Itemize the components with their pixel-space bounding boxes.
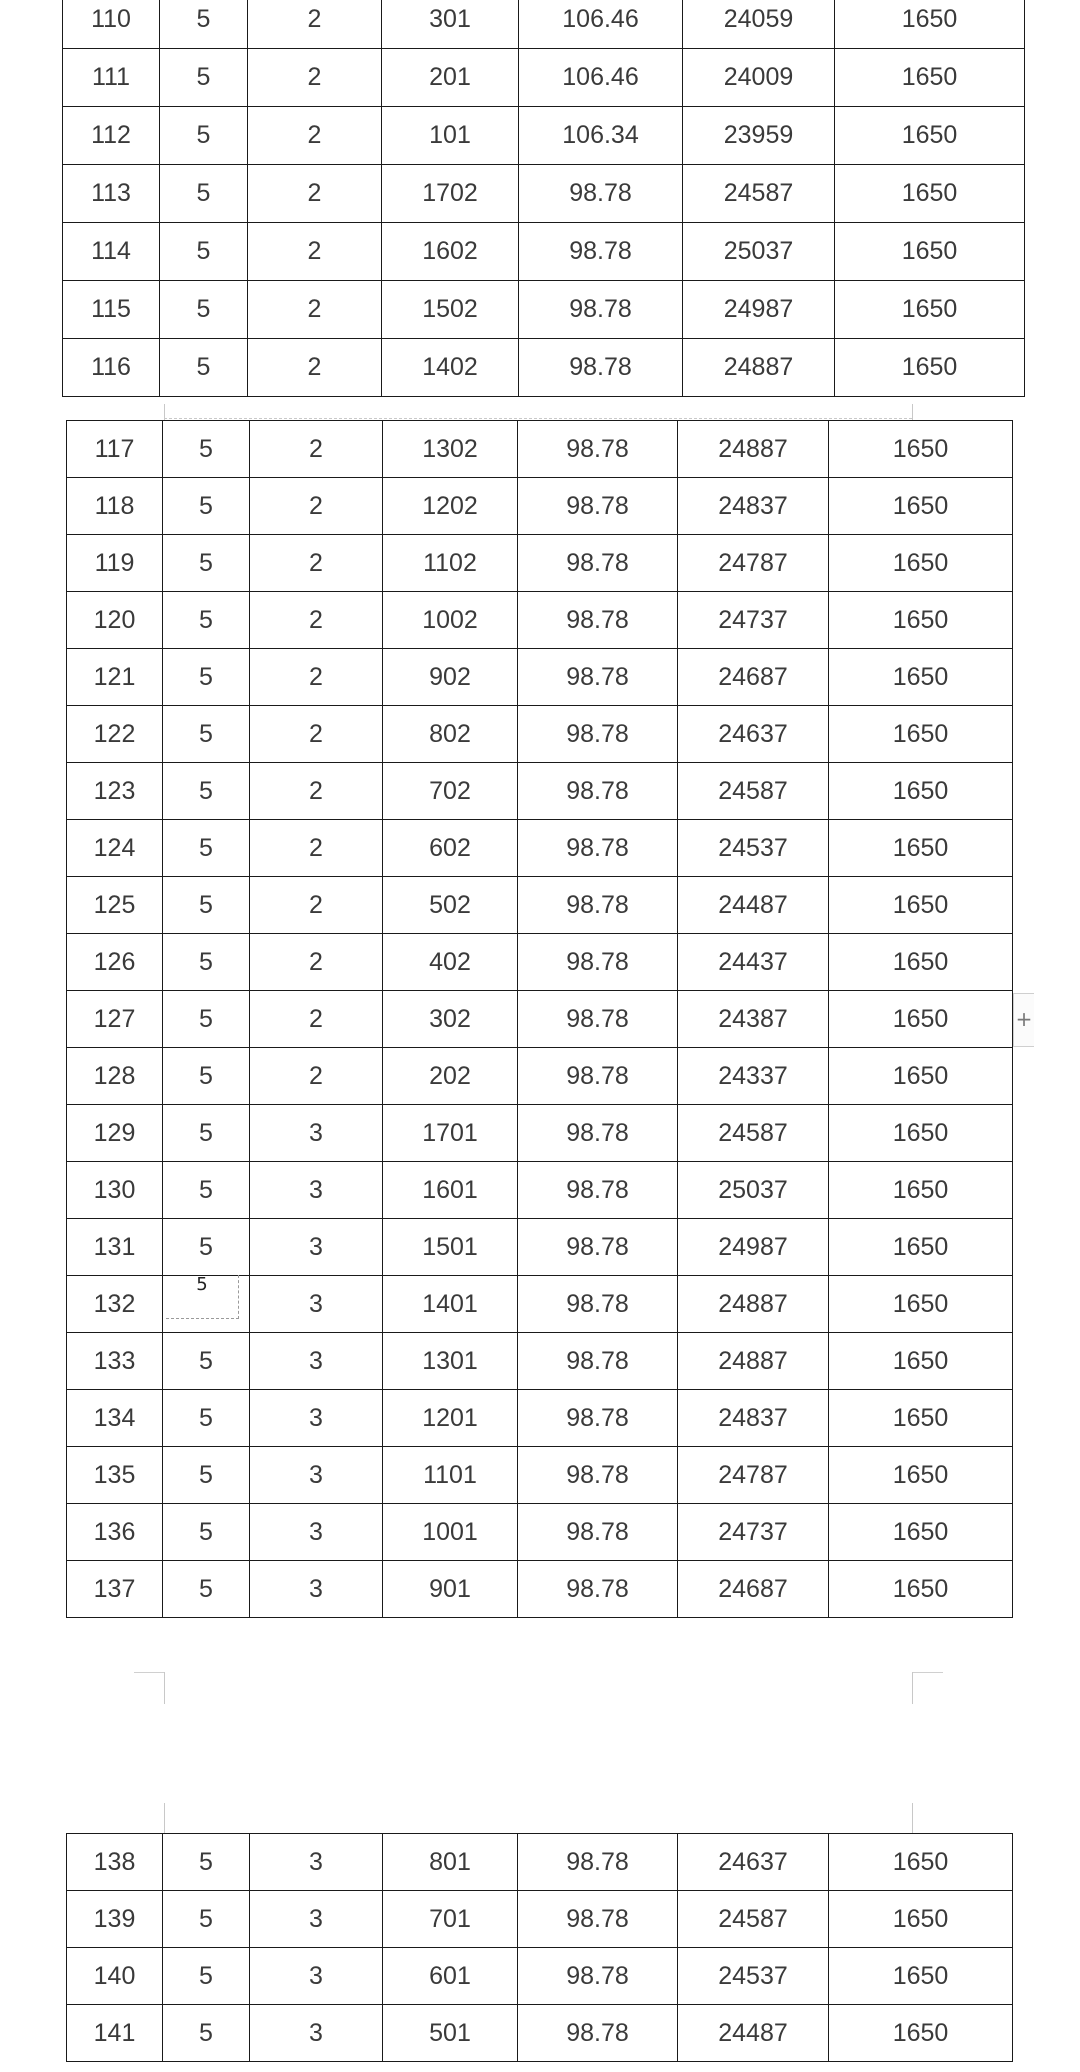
table-cell[interactable]: 98.78 bbox=[518, 820, 678, 877]
table-cell[interactable]: 1701 bbox=[383, 1105, 518, 1162]
add-row-button[interactable] bbox=[1013, 993, 1034, 1047]
table-cell[interactable]: 1101 bbox=[383, 1447, 518, 1504]
table-cell[interactable]: 24387 bbox=[678, 991, 829, 1048]
table-cell[interactable]: 24587 bbox=[678, 1891, 829, 1948]
table-cell[interactable]: 106.46 bbox=[519, 49, 683, 107]
table-cell[interactable]: 111 bbox=[63, 49, 160, 107]
table-cell[interactable]: 3 bbox=[250, 1891, 383, 1948]
table-cell[interactable]: 134 bbox=[67, 1390, 163, 1447]
table-cell[interactable]: 136 bbox=[67, 1504, 163, 1561]
table-row bbox=[67, 1948, 1013, 2005]
table-cell[interactable]: 1601 bbox=[383, 1162, 518, 1219]
table-cell[interactable]: 1650 bbox=[829, 421, 1013, 478]
table-cell[interactable]: 112 bbox=[63, 107, 160, 165]
table-cell[interactable]: 124 bbox=[67, 820, 163, 877]
table-cell[interactable]: 5 bbox=[163, 1162, 250, 1219]
table-cell[interactable]: 24987 bbox=[683, 281, 835, 339]
table-cell[interactable]: 2 bbox=[250, 421, 383, 478]
table-cell[interactable]: 98.78 bbox=[518, 1333, 678, 1390]
table-cell[interactable]: 24887 bbox=[678, 1276, 829, 1333]
table-cell[interactable]: 1650 bbox=[829, 1834, 1013, 1891]
table-cell[interactable]: 24587 bbox=[678, 1105, 829, 1162]
table-row bbox=[63, 339, 1025, 397]
table-cell[interactable]: 2 bbox=[248, 281, 382, 339]
table-cell[interactable]: 98.78 bbox=[518, 535, 678, 592]
table-cell[interactable]: 24787 bbox=[678, 535, 829, 592]
table-cell[interactable]: 801 bbox=[383, 1834, 518, 1891]
table-cell[interactable]: 701 bbox=[383, 1891, 518, 1948]
table-cell[interactable]: 1650 bbox=[829, 877, 1013, 934]
table-cell[interactable]: 5 bbox=[160, 49, 248, 107]
table-cell[interactable]: 2 bbox=[250, 649, 383, 706]
table-cell[interactable]: 3 bbox=[250, 1162, 383, 1219]
table-cell[interactable]: 106.46 bbox=[519, 0, 683, 49]
table-cell[interactable]: 5 bbox=[160, 0, 248, 49]
table-cell[interactable]: 5 bbox=[163, 1105, 250, 1162]
table-cell[interactable]: 137 bbox=[67, 1561, 163, 1618]
table-cell[interactable]: 115 bbox=[63, 281, 160, 339]
table-cell[interactable]: 2 bbox=[250, 478, 383, 535]
page-corner-mark bbox=[164, 1672, 165, 1704]
table-cell[interactable]: 5 bbox=[163, 649, 250, 706]
table-row bbox=[67, 592, 1013, 649]
table-row bbox=[67, 1219, 1013, 1276]
table-cell[interactable]: 1650 bbox=[829, 934, 1013, 991]
table-cell[interactable]: 1650 bbox=[829, 1561, 1013, 1618]
table-row bbox=[67, 478, 1013, 535]
page-boundary-dashed bbox=[164, 418, 912, 419]
table-cell[interactable]: 5 bbox=[160, 165, 248, 223]
page-corner-mark bbox=[134, 1672, 165, 1673]
table-cell[interactable]: 24637 bbox=[678, 1834, 829, 1891]
table-cell[interactable]: 98.78 bbox=[519, 281, 683, 339]
table-cell[interactable]: 129 bbox=[67, 1105, 163, 1162]
table-cell[interactable]: 1650 bbox=[829, 1447, 1013, 1504]
table-cell[interactable]: 2 bbox=[250, 934, 383, 991]
table-cell[interactable]: 2 bbox=[248, 339, 382, 397]
table-cell[interactable]: 24537 bbox=[678, 1948, 829, 2005]
plus-icon: + bbox=[1015, 1007, 1033, 1031]
table-cell[interactable]: 24059 bbox=[683, 0, 835, 49]
table-cell[interactable]: 2 bbox=[248, 0, 382, 49]
table-cell[interactable]: 3 bbox=[250, 1219, 383, 1276]
table-cell[interactable]: 110 bbox=[63, 0, 160, 49]
table-cell[interactable]: 121 bbox=[67, 649, 163, 706]
table-cell[interactable]: 1650 bbox=[829, 991, 1013, 1048]
table-cell[interactable]: 2 bbox=[250, 991, 383, 1048]
table-cell[interactable]: 24887 bbox=[683, 339, 835, 397]
table-cell[interactable]: 5 bbox=[160, 281, 248, 339]
table-cell[interactable]: 98.78 bbox=[518, 1834, 678, 1891]
table-cell[interactable]: 127 bbox=[67, 991, 163, 1048]
table-cell[interactable]: 1502 bbox=[382, 281, 519, 339]
table-cell[interactable]: 98.78 bbox=[519, 165, 683, 223]
table-cell[interactable]: 24687 bbox=[678, 649, 829, 706]
table-cell[interactable]: 5 bbox=[163, 1561, 250, 1618]
table-cell[interactable]: 98.78 bbox=[518, 934, 678, 991]
table-cell[interactable]: 130 bbox=[67, 1162, 163, 1219]
table-cell[interactable]: 120 bbox=[67, 592, 163, 649]
table-cell[interactable]: 2 bbox=[248, 107, 382, 165]
table-row bbox=[67, 763, 1013, 820]
table-row bbox=[67, 820, 1013, 877]
table-row bbox=[67, 649, 1013, 706]
table-cell[interactable]: 1650 bbox=[829, 1276, 1013, 1333]
table-cell[interactable]: 24887 bbox=[678, 421, 829, 478]
table-cell[interactable]: 1001 bbox=[383, 1504, 518, 1561]
table-cell[interactable]: 113 bbox=[63, 165, 160, 223]
table-cell[interactable]: 24537 bbox=[678, 820, 829, 877]
table-cell[interactable]: 3 bbox=[250, 1504, 383, 1561]
table-cell[interactable]: 24587 bbox=[683, 165, 835, 223]
table-cell[interactable]: 5 bbox=[163, 592, 250, 649]
table-cell[interactable]: 98.78 bbox=[518, 421, 678, 478]
table-cell[interactable]: 98.78 bbox=[518, 1561, 678, 1618]
table-row bbox=[67, 421, 1013, 478]
table-cell[interactable]: 5 bbox=[163, 2005, 250, 2062]
table-cell[interactable]: 1402 bbox=[382, 339, 519, 397]
table-cell[interactable]: 98.78 bbox=[518, 1105, 678, 1162]
table-cell[interactable]: 98.78 bbox=[518, 2005, 678, 2062]
table-cell[interactable]: 24009 bbox=[683, 49, 835, 107]
table-cell[interactable]: 117 bbox=[67, 421, 163, 478]
table-cell[interactable]: 25037 bbox=[678, 1162, 829, 1219]
table-cell[interactable]: 1650 bbox=[829, 1105, 1013, 1162]
table-cell[interactable]: 302 bbox=[383, 991, 518, 1048]
table-row bbox=[67, 1162, 1013, 1219]
table-cell[interactable]: 2 bbox=[250, 706, 383, 763]
table-cell[interactable]: 2 bbox=[250, 592, 383, 649]
table-cell[interactable]: 5 bbox=[163, 991, 250, 1048]
table-row bbox=[67, 706, 1013, 763]
table-cell[interactable]: 24687 bbox=[678, 1561, 829, 1618]
table-cell[interactable]: 119 bbox=[67, 535, 163, 592]
table-row bbox=[67, 1834, 1013, 1891]
table-cell[interactable]: 5 bbox=[163, 934, 250, 991]
table-cell[interactable]: 601 bbox=[383, 1948, 518, 2005]
table-cell[interactable]: 1650 bbox=[829, 763, 1013, 820]
table-cell[interactable]: 24487 bbox=[678, 877, 829, 934]
table-cell[interactable]: 1650 bbox=[835, 49, 1025, 107]
table-cell[interactable]: 116 bbox=[63, 339, 160, 397]
table-row bbox=[63, 107, 1025, 165]
table-cell[interactable]: 1650 bbox=[835, 223, 1025, 281]
table-cell[interactable]: 141 bbox=[67, 2005, 163, 2062]
table-cell[interactable]: 132 bbox=[67, 1276, 163, 1333]
table-cell[interactable]: 1501 bbox=[383, 1219, 518, 1276]
page-margin-mark bbox=[912, 1803, 913, 1835]
table-cell[interactable]: 5 bbox=[163, 820, 250, 877]
table-cell[interactable]: 602 bbox=[383, 820, 518, 877]
table-row bbox=[67, 1447, 1013, 1504]
table-cell[interactable]: 5 bbox=[163, 1504, 250, 1561]
table-cell[interactable]: 2 bbox=[250, 535, 383, 592]
table-cell[interactable]: 1302 bbox=[383, 421, 518, 478]
table-cell[interactable]: 502 bbox=[383, 877, 518, 934]
table-cell[interactable]: 98.78 bbox=[519, 339, 683, 397]
table-cell[interactable]: 106.34 bbox=[519, 107, 683, 165]
table-cell[interactable]: 5 bbox=[163, 1948, 250, 2005]
table-cell[interactable]: 1650 bbox=[835, 0, 1025, 49]
table-cell[interactable]: 98.78 bbox=[518, 478, 678, 535]
table-cell[interactable]: 1602 bbox=[382, 223, 519, 281]
table-cell[interactable]: 1102 bbox=[383, 535, 518, 592]
table-cell[interactable]: 1650 bbox=[829, 1948, 1013, 2005]
table-cell[interactable]: 1650 bbox=[835, 165, 1025, 223]
table-cell[interactable]: 23959 bbox=[683, 107, 835, 165]
table-cell[interactable]: 3 bbox=[250, 1447, 383, 1504]
table-cell[interactable]: 2 bbox=[250, 1048, 383, 1105]
table-cell[interactable]: 802 bbox=[383, 706, 518, 763]
table-cell[interactable]: 1650 bbox=[829, 1504, 1013, 1561]
table-cell[interactable]: 901 bbox=[383, 1561, 518, 1618]
table-cell[interactable]: 5 bbox=[163, 763, 250, 820]
table-cell[interactable]: 98.78 bbox=[518, 592, 678, 649]
table-cell[interactable]: 138 bbox=[67, 1834, 163, 1891]
table-cell[interactable]: 1650 bbox=[829, 820, 1013, 877]
table-cell[interactable]: 301 bbox=[382, 0, 519, 49]
table-cell[interactable]: 1650 bbox=[835, 339, 1025, 397]
table-row bbox=[63, 49, 1025, 107]
table-cell[interactable]: 139 bbox=[67, 1891, 163, 1948]
table-cell[interactable]: 2 bbox=[248, 165, 382, 223]
table-cell[interactable]: 5 bbox=[163, 877, 250, 934]
page-corner-mark bbox=[912, 1672, 943, 1673]
table-cell[interactable]: 702 bbox=[383, 763, 518, 820]
table-cell[interactable]: 125 bbox=[67, 877, 163, 934]
table-cell[interactable]: 128 bbox=[67, 1048, 163, 1105]
table-cell[interactable]: 3 bbox=[250, 1276, 383, 1333]
table-cell[interactable]: 1650 bbox=[829, 1390, 1013, 1447]
table-cell[interactable]: 24837 bbox=[678, 478, 829, 535]
table-cell[interactable]: 24737 bbox=[678, 592, 829, 649]
page-margin-mark bbox=[912, 404, 913, 420]
table-cell[interactable]: 98.78 bbox=[518, 877, 678, 934]
table-cell[interactable]: 135 bbox=[67, 1447, 163, 1504]
table-cell[interactable]: 5 bbox=[163, 706, 250, 763]
table-cell[interactable]: 2 bbox=[250, 877, 383, 934]
table-cell[interactable]: 24637 bbox=[678, 706, 829, 763]
page-corner-mark bbox=[912, 1672, 913, 1704]
table-cell[interactable]: 1650 bbox=[829, 2005, 1013, 2062]
table-row bbox=[63, 281, 1025, 339]
table-cell[interactable]: 5 bbox=[163, 1219, 250, 1276]
table-row bbox=[67, 1561, 1013, 1618]
cell-edit-fragment[interactable]: 5 bbox=[166, 1275, 239, 1319]
table-cell[interactable]: 1650 bbox=[829, 1162, 1013, 1219]
table-cell[interactable]: 1650 bbox=[835, 107, 1025, 165]
table-cell[interactable]: 98.78 bbox=[518, 1162, 678, 1219]
table-row bbox=[67, 991, 1013, 1048]
table-cell[interactable]: 1650 bbox=[829, 706, 1013, 763]
table-cell[interactable]: 3 bbox=[250, 1333, 383, 1390]
table-cell[interactable]: 1650 bbox=[829, 478, 1013, 535]
table-cell[interactable]: 1201 bbox=[383, 1390, 518, 1447]
table-cell[interactable]: 5 bbox=[163, 1447, 250, 1504]
table-cell[interactable]: 1301 bbox=[383, 1333, 518, 1390]
table-cell[interactable]: 5 bbox=[160, 107, 248, 165]
table-cell[interactable]: 98.78 bbox=[518, 1948, 678, 2005]
table-cell[interactable]: 1650 bbox=[829, 1219, 1013, 1276]
table-row bbox=[63, 165, 1025, 223]
table-cell[interactable]: 98.78 bbox=[518, 1390, 678, 1447]
page-margin-mark bbox=[164, 1803, 165, 1835]
table-row bbox=[67, 1504, 1013, 1561]
table-cell[interactable]: 1650 bbox=[829, 649, 1013, 706]
table-cell[interactable]: 2 bbox=[250, 763, 383, 820]
table-cell[interactable]: 98.78 bbox=[518, 1447, 678, 1504]
table-cell[interactable]: 3 bbox=[250, 2005, 383, 2062]
table-cell[interactable]: 118 bbox=[67, 478, 163, 535]
table-row bbox=[67, 1390, 1013, 1447]
table-cell[interactable]: 98.78 bbox=[518, 1048, 678, 1105]
table-cell[interactable]: 5 bbox=[163, 535, 250, 592]
table-cell[interactable]: 902 bbox=[383, 649, 518, 706]
table-cell[interactable]: 1401 bbox=[383, 1276, 518, 1333]
table-cell[interactable]: 5 bbox=[160, 223, 248, 281]
data-table-bottom bbox=[66, 1833, 1013, 2062]
table-row bbox=[67, 2005, 1013, 2062]
table-cell[interactable]: 201 bbox=[382, 49, 519, 107]
table-cell[interactable]: 98.78 bbox=[518, 1504, 678, 1561]
table-cell[interactable]: 501 bbox=[383, 2005, 518, 2062]
table-cell[interactable]: 3 bbox=[250, 1390, 383, 1447]
table-cell[interactable]: 25037 bbox=[683, 223, 835, 281]
table-cell[interactable]: 1650 bbox=[829, 592, 1013, 649]
table-cell[interactable]: 98.78 bbox=[518, 991, 678, 1048]
table-cell[interactable]: 5 bbox=[163, 421, 250, 478]
table-cell[interactable]: 1202 bbox=[383, 478, 518, 535]
table-cell[interactable]: 3 bbox=[250, 1948, 383, 2005]
table-row bbox=[67, 1891, 1013, 1948]
table-cell[interactable]: 5 bbox=[163, 1891, 250, 1948]
table-cell[interactable]: 98.78 bbox=[518, 1219, 678, 1276]
table-cell[interactable]: 2 bbox=[248, 49, 382, 107]
table-cell[interactable]: 98.78 bbox=[518, 1276, 678, 1333]
table-row bbox=[67, 1048, 1013, 1105]
table-cell[interactable]: 3 bbox=[250, 1561, 383, 1618]
table-cell[interactable]: 5 bbox=[163, 1834, 250, 1891]
table-cell[interactable]: 2 bbox=[250, 820, 383, 877]
table-cell[interactable]: 24437 bbox=[678, 934, 829, 991]
table-row bbox=[67, 934, 1013, 991]
table-cell[interactable]: 98.78 bbox=[518, 706, 678, 763]
table-cell[interactable]: 3 bbox=[250, 1105, 383, 1162]
table-cell[interactable]: 1702 bbox=[382, 165, 519, 223]
table-cell[interactable]: 24837 bbox=[678, 1390, 829, 1447]
table-cell[interactable]: 133 bbox=[67, 1333, 163, 1390]
table-cell[interactable]: 24337 bbox=[678, 1048, 829, 1105]
table-cell[interactable]: 3 bbox=[250, 1834, 383, 1891]
table-row bbox=[67, 535, 1013, 592]
table-cell[interactable]: 131 bbox=[67, 1219, 163, 1276]
table-row bbox=[67, 1276, 1013, 1333]
table-cell[interactable]: 1650 bbox=[835, 281, 1025, 339]
table-cell[interactable]: 24987 bbox=[678, 1219, 829, 1276]
table-cell[interactable]: 5 bbox=[163, 1333, 250, 1390]
table-cell[interactable]: 202 bbox=[383, 1048, 518, 1105]
table-cell[interactable]: 24887 bbox=[678, 1333, 829, 1390]
table-cell[interactable]: 126 bbox=[67, 934, 163, 991]
table-row bbox=[63, 223, 1025, 281]
table-cell[interactable]: 5 bbox=[163, 478, 250, 535]
data-table-middle bbox=[66, 420, 1013, 1618]
table-cell[interactable]: 1650 bbox=[829, 1891, 1013, 1948]
table-cell[interactable]: 1650 bbox=[829, 535, 1013, 592]
table-row bbox=[63, 0, 1025, 49]
table-row bbox=[67, 1333, 1013, 1390]
table-cell[interactable]: 1650 bbox=[829, 1048, 1013, 1105]
table-cell[interactable]: 140 bbox=[67, 1948, 163, 2005]
table-cell[interactable]: 24787 bbox=[678, 1447, 829, 1504]
table-cell[interactable]: 5 bbox=[163, 1390, 250, 1447]
table-cell[interactable]: 123 bbox=[67, 763, 163, 820]
table-cell[interactable]: 5 bbox=[160, 339, 248, 397]
table-cell[interactable]: 1002 bbox=[383, 592, 518, 649]
table-cell[interactable]: 2 bbox=[248, 223, 382, 281]
table-cell[interactable]: 114 bbox=[63, 223, 160, 281]
table-cell[interactable]: 5 bbox=[163, 1048, 250, 1105]
table-row bbox=[67, 1105, 1013, 1162]
table-cell[interactable]: 98.78 bbox=[518, 763, 678, 820]
table-cell[interactable]: 122 bbox=[67, 706, 163, 763]
data-table-top bbox=[62, 0, 1025, 397]
table-cell[interactable]: 24487 bbox=[678, 2005, 829, 2062]
table-cell[interactable]: 98.78 bbox=[518, 1891, 678, 1948]
table-cell[interactable]: 24587 bbox=[678, 763, 829, 820]
table-cell[interactable]: 1650 bbox=[829, 1333, 1013, 1390]
table-cell[interactable]: 98.78 bbox=[519, 223, 683, 281]
table-cell[interactable]: 101 bbox=[382, 107, 519, 165]
table-cell[interactable]: 98.78 bbox=[518, 649, 678, 706]
table-cell[interactable]: 402 bbox=[383, 934, 518, 991]
table-row bbox=[67, 877, 1013, 934]
table-cell[interactable]: 24737 bbox=[678, 1504, 829, 1561]
table-cell[interactable] bbox=[163, 1276, 250, 1333]
